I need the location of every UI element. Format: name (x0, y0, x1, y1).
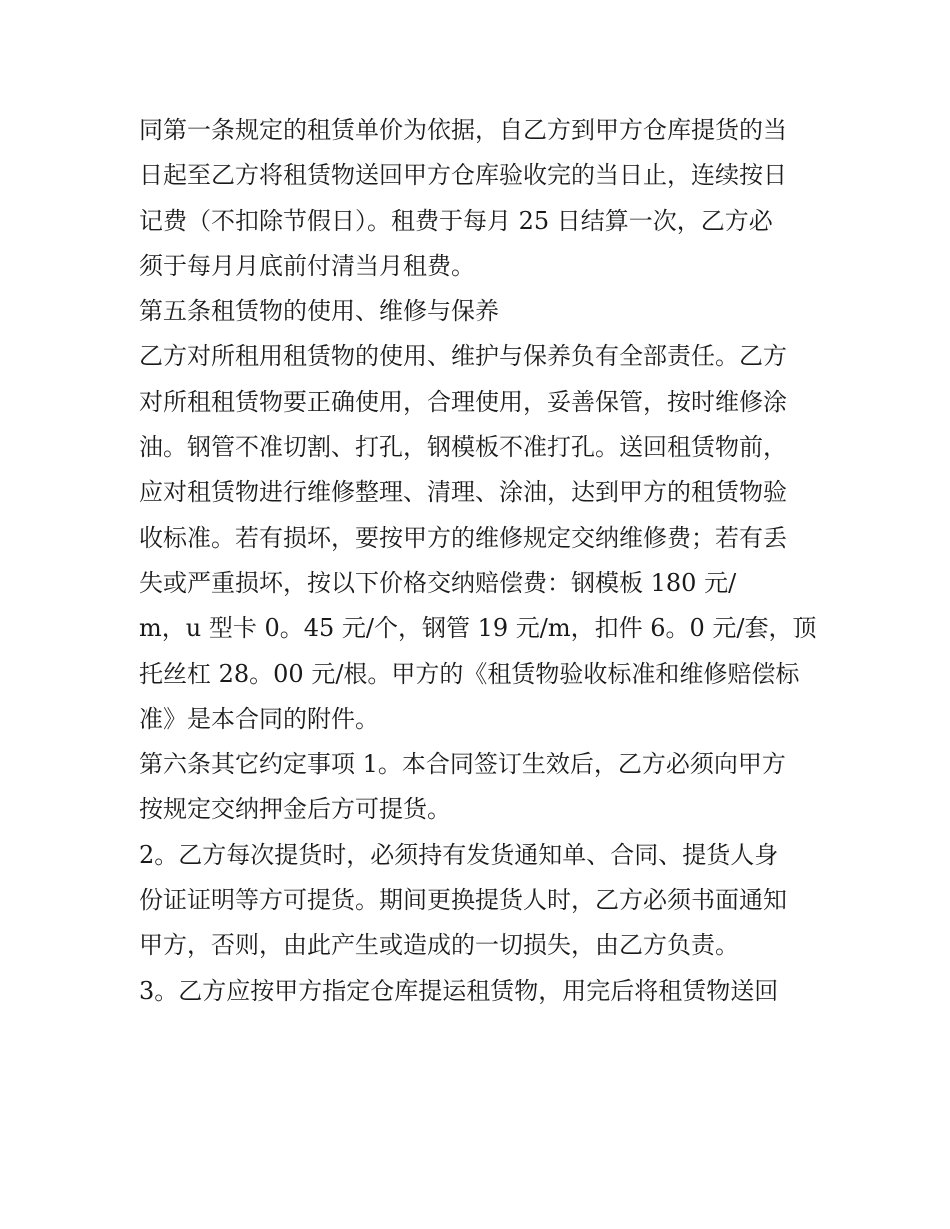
text-line-8: 油。钢管不准切割、打孔，钢模板不准打孔。送回租赁物前， (139, 433, 787, 462)
text-line-18: 份证证明等方可提货。期间更换提货人时，乙方必须书面通知 (139, 886, 787, 915)
text-line-6: 乙方对所租用租赁物的使用、维护与保养负有全部责任。乙方 (139, 342, 787, 371)
section-heading-6: 第六条其它约定事项 1。本合同签订生效后，乙方必须向甲方 (139, 750, 786, 779)
text-line-14: 准》是本合同的附件。 (139, 704, 379, 733)
document-body (139, 108, 819, 1014)
text-line-3: 记费（不扣除节假日）。租费于每月 25 日结算一次，乙方必 (139, 206, 773, 235)
text-line-12: m，u 型卡 0。45 元/个，钢管 19 元/m，扣件 6。0 元/套，顶 (139, 614, 817, 643)
text-line-19: 甲方，否则，由此产生或造成的一切损失，由乙方负责。 (139, 931, 739, 960)
text-line-17: 2。乙方每次提货时，必须持有发货通知单、合同、提货人身 (139, 840, 779, 869)
text-line-4: 须于每月月底前付清当月租费。 (139, 251, 475, 280)
section-heading-5: 第五条租赁物的使用、维修与保养 (139, 297, 499, 326)
text-line-16: 按规定交纳押金后方可提货。 (139, 795, 451, 824)
text-line-11: 失或严重损坏，按以下价格交纳赔偿费：钢模板 180 元/ (139, 568, 737, 597)
text-line-20: 3。乙方应按甲方指定仓库提运租赁物，用完后将租赁物送回 (139, 976, 779, 1005)
text-line-9: 应对租赁物进行维修整理、清理、涂油，达到甲方的租赁物验 (139, 478, 787, 507)
text-line-7: 对所租租赁物要正确使用，合理使用，妥善保管，按时维修涂 (139, 387, 787, 416)
text-line-13: 托丝杠 28。00 元/根。甲方的《租赁物验收标准和维修赔偿标 (139, 659, 800, 688)
text-line-2: 日起至乙方将租赁物送回甲方仓库验收完的当日止，连续按日 (139, 161, 787, 190)
text-line-10: 收标准。若有损坏，要按甲方的维修规定交纳维修费；若有丢 (139, 523, 787, 552)
text-line-1: 同第一条规定的租赁单价为依据，自乙方到甲方仓库提货的当 (139, 116, 787, 144)
